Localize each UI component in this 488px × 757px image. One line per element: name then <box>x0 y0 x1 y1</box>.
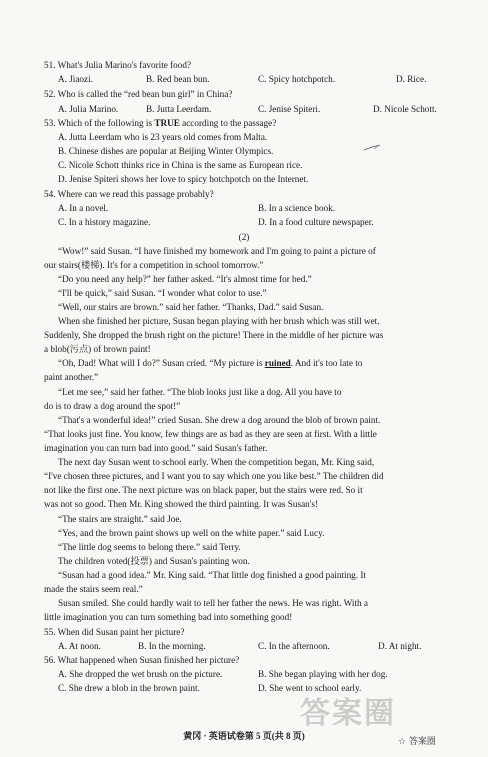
q53-option-b: B. Chinese dishes are popular at Beijing Winter Olympics. <box>58 146 274 156</box>
watermark-corner: ☆ 答案圈 <box>398 737 436 747</box>
passage-line: “I've chosen three pictures, and I want you to say which one you like best.” The children did <box>44 471 384 481</box>
q56-option-d: D. She went to school early. <box>258 683 362 693</box>
passage-line: “Do you need any help?” her father asked. “It's almost time for bed.” <box>58 274 312 284</box>
pen-mark-icon <box>362 143 382 153</box>
passage-line: “The little dog seems to belong there.” said Terry. <box>58 542 241 552</box>
passage-line: “The stairs are straight.” said Joe. <box>58 514 182 524</box>
q51-option-b: B. Red bean bun. <box>146 74 210 84</box>
passage-line: “That's a wonderful idea!” cried Susan. She drew a dog around the blob of brown paint. <box>58 415 381 425</box>
q51-stem: 51. What's Julia Marino's favorite food? <box>44 60 192 70</box>
passage-line: “Yes, and the brown paint shows up well on the white paper.” said Lucy. <box>58 528 325 538</box>
q54-stem: 54. Where can we read this passage probably? <box>44 189 214 199</box>
q54-option-b: B. In a science book. <box>258 203 336 213</box>
passage-line: When she finished her picture, Susan began playing with her brush which was still wet. <box>58 316 380 326</box>
q54-option-a: A. In a novel. <box>58 203 109 213</box>
q53-stem-start: 53. Which of the following is <box>44 118 155 128</box>
q54-option-c: C. In a history magazine. <box>58 217 151 227</box>
passage-line: “Susan had a good idea.” Mr. King said. “That little dog finished a good painting. It <box>58 570 366 580</box>
q54-option-d: D. In a food culture newspaper. <box>258 217 374 227</box>
q53-stem <box>44 117 276 129</box>
page-footer: 黄冈 · 英语试卷第 5 页(共 8 页) <box>183 731 305 741</box>
passage-line: Suddenly, She dropped the brush right on the picture! There in the middle of her picture was <box>44 330 384 340</box>
q56-stem: 56. What happened when Susan finished her picture? <box>44 655 240 665</box>
passage-line: “Wow!” said Susan. “I have finished my homework and I'm going to paint a picture of <box>58 246 376 256</box>
q53-stem-bold: TRUE <box>154 118 180 128</box>
passage-line: imagination you can turn bad into good.” said Susan's father. <box>44 443 268 453</box>
q53-stem-end: according to the passage? <box>179 118 277 128</box>
passage-line: The next day Susan went to school early. When the competition began, Mr. King said, <box>58 457 375 467</box>
passage-line: do is to draw a dog around the spot!” <box>44 401 181 411</box>
q56-option-b: B. She began playing with her dog. <box>258 669 388 679</box>
section-label: (2) <box>238 232 250 242</box>
passage-line: paint another.” <box>44 372 99 382</box>
passage-line: The children voted(投票) and Susan's painting won. <box>58 556 250 566</box>
ruined-word: ruined <box>264 358 291 368</box>
q55-option-c: C. In the afternoon. <box>258 641 330 651</box>
passage-line: little imagination you can turn something bad into something good! <box>44 612 293 622</box>
q52-option-d: D. Nicole Schott. <box>373 104 437 114</box>
q55-option-a: A. At noon. <box>58 641 101 651</box>
q55-option-b: B. In the morning. <box>138 641 206 651</box>
q56-option-a: A. She dropped the wet brush on the picture. <box>58 669 223 679</box>
passage-line: a blob(污点) of brown paint! <box>44 344 151 354</box>
passage-line: not like the first one. The next picture was on black paper, but the stairs were red. So it <box>44 485 363 495</box>
q53-option-a: A. Jutta Leerdam who is 23 years old comes from Malta. <box>58 132 268 142</box>
passage-line-end: . And it's too late to <box>290 358 363 368</box>
q51-option-a: A. Jiaozi. <box>58 74 93 84</box>
q52-stem: 52. Who is called the “red bean bun girl” in China? <box>44 89 233 99</box>
q53-option-c: C. Nicole Schott thinks rice in China is the same as European rice. <box>58 160 303 170</box>
passage-line: our stairs(楼梯). It's for a competition in school tomorrow.” <box>44 260 264 270</box>
q55-stem: 55. When did Susan paint her picture? <box>44 627 185 637</box>
q52-option-a: A. Julia Marino. <box>58 104 119 114</box>
passage-line: Susan smiled. She could hardly wait to tell her father the news. He was right. With a <box>58 598 368 608</box>
q56-option-c: C. She drew a blob in the brown paint. <box>58 683 200 693</box>
q53-option-d: D. Jenise Spiteri shows her love to spicy hotchpotch on the Internet. <box>58 174 309 184</box>
passage-line-start: “Oh, Dad! What will I do?” Susan cried. “My picture is <box>58 358 265 368</box>
passage-line: “Let me see,” said her father. “The blob looks just like a dog. All you have to <box>58 387 342 397</box>
q51-option-d: D. Rice. <box>396 74 427 84</box>
passage-line: made the stairs seem real.” <box>44 584 143 594</box>
passage-line <box>58 357 362 369</box>
passage-line: was not so good. Then Mr. King showed the third painting. It was Susan's! <box>44 499 319 509</box>
passage-line: “That looks just fine. You know, few things are as bad as they are seen at first. With a little <box>44 429 377 439</box>
q51-option-c: C. Spicy hotchpotch. <box>258 74 336 84</box>
q55-option-d: D. At night. <box>378 641 422 651</box>
passage-line: “I'll be quick,” said Susan. “I wonder what color to use.” <box>58 288 267 298</box>
q52-option-b: B. Jutta Leerdam. <box>146 104 212 114</box>
passage-line: “Well, our stairs are brown.” said her father. “Thanks, Dad.” said Susan. <box>58 302 324 312</box>
q52-option-c: C. Jenise Spiteri. <box>258 104 321 114</box>
watermark-logo: 答案圈 <box>300 696 396 731</box>
